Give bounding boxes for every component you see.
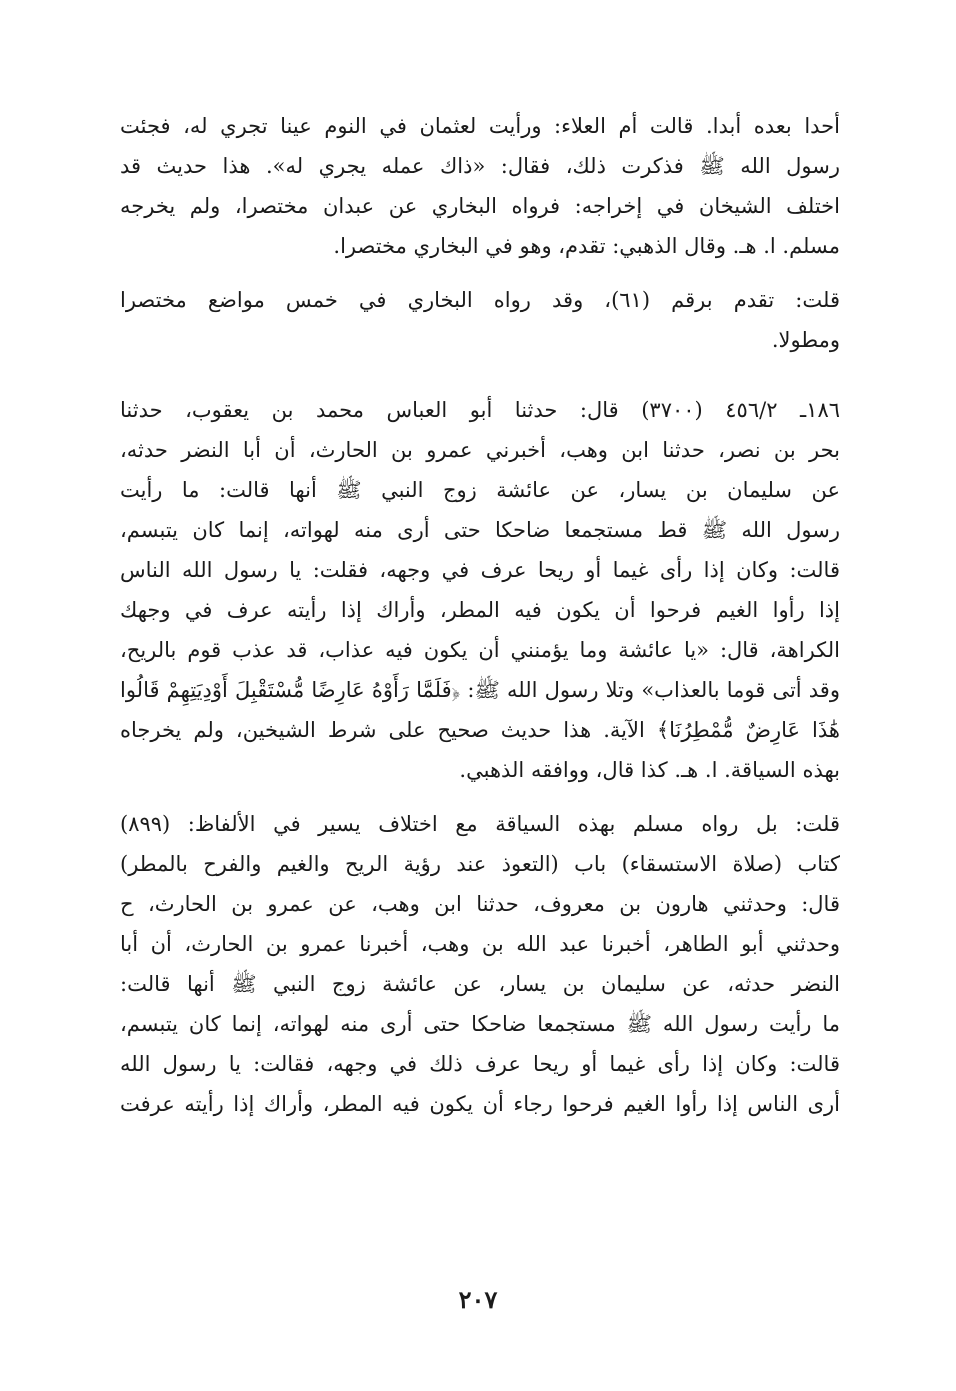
text-line: أرى الناس إذا رأوا الغيم فرحوا رجاء أن يكون فيه المطر، وأراك إذا رأيته عرفت (120, 1092, 840, 1116)
text-line: رسول الله ﷺ قط مستجمعا ضاحكا حتى أرى منه لهواته، إنما كان يتبسم، (120, 518, 840, 542)
text-line: إذا رأوا الغيم فرحوا أن يكون فيه المطر، وأراك إذا رأيته عرف في وجهك (120, 598, 840, 622)
paragraph-note-1 (120, 280, 840, 360)
text-line: ومطولا. (771, 328, 840, 352)
text-line: كتاب (صلاة الاستسقاء) باب (التعوذ عند رؤية الريح والغيم والفرح بالمطر) (120, 852, 840, 876)
text-line: مسلم. ا. هـ. وقال الذهبي: تقدم، وهو في البخاري مختصرا. (333, 234, 840, 258)
text-line: الكراهة، قال: «يا عائشة وما يؤمنني أن يكون فيه عذاب، قد عذب قوم بالريح، (120, 638, 840, 662)
text-line: ١٨٦ـ ٤٥٦/٢ (٣٧٠٠) قال: حدثنا أبو العباس محمد بن يعقوب، حدثنا (120, 398, 840, 422)
text-line: ما رأيت رسول الله ﷺ مستجمعا ضاحكا حتى أرى منه لهواته، إنما كان يتبسم، (120, 1012, 840, 1036)
text-line: قال: وحدثني هارون بن معروف، حدثنا ابن وهب، عن عمرو بن الحارث، ح (120, 892, 840, 916)
paragraph-hadith-185-continued (120, 106, 840, 266)
text-line: هَٰذَا عَارِضٌ مُّمْطِرُنَا﴾ الآية. هذا حديث صحيح على شرط الشيخين، ولم يخرجاه (120, 718, 840, 742)
text-line: عن سليمان بن يسار، عن عائشة زوج النبي ﷺ أنها قالت: ما رأيت (120, 478, 840, 502)
page-body (120, 106, 840, 1124)
text-line: قلت: بل رواه مسلم بهذه السياقة مع اختلاف يسير في الألفاظ: (٨٩٩) (120, 812, 840, 836)
text-line: قلت: تقدم برقم (٦١)، وقد رواه البخاري في خمس مواضع مختصرا (120, 288, 840, 312)
text-line: النضر حدثه، عن سليمان بن يسار، عن عائشة زوج النبي ﷺ أنها قالت: (120, 972, 840, 996)
text-line: بهذه السياقة. ا. هـ. كذا قال، ووافقه الذهبي. (459, 758, 840, 782)
text-line: بحر بن نصر، حدثنا ابن وهب، أخبرني عمرو بن الحارث، أن أبا النضر حدثه، (120, 438, 840, 462)
text-line: أحدا بعده أبدا. قالت أم العلاء: ورأيت لعثمان في النوم عينا تجري له، فجئت (120, 114, 840, 138)
text-line: رسول الله ﷺ فذكرت ذلك، فقال: «ذاك عمله يجري له». هذا حديث قد (120, 154, 840, 178)
paragraph-hadith-186 (120, 390, 840, 790)
text-line: قالت: وكان إذا رأى غيما أو ريحا عرف في وجهه، فقلت: يا رسول الله الناس (120, 558, 840, 582)
text-line: قالت: وكان إذا رأى غيما أو ريحا عرف ذلك في وجهه، فقالت: يا رسول الله (120, 1052, 840, 1076)
text-line: اختلف الشيخان في إخراجه: فرواه البخاري عن عبدان مختصرا، ولم يخرجه (120, 194, 840, 218)
text-line: وقد أتى قوما بالعذاب» وتلا رسول الله ﷺ: ﴿فَلَمَّا رَأَوْهُ عَارِضًا مُّسْتَقْبِلَ أَوْدِيَتِهِمْ قَالُوا (120, 678, 840, 702)
page-number: ٢٠٧ (458, 1285, 498, 1314)
paragraph-note-2 (120, 804, 840, 1124)
text-line: وحدثني أبو الطاهر، أخبرنا عبد الله بن وهب، أخبرنا عمرو بن الحارث، أن أبا (120, 932, 840, 956)
